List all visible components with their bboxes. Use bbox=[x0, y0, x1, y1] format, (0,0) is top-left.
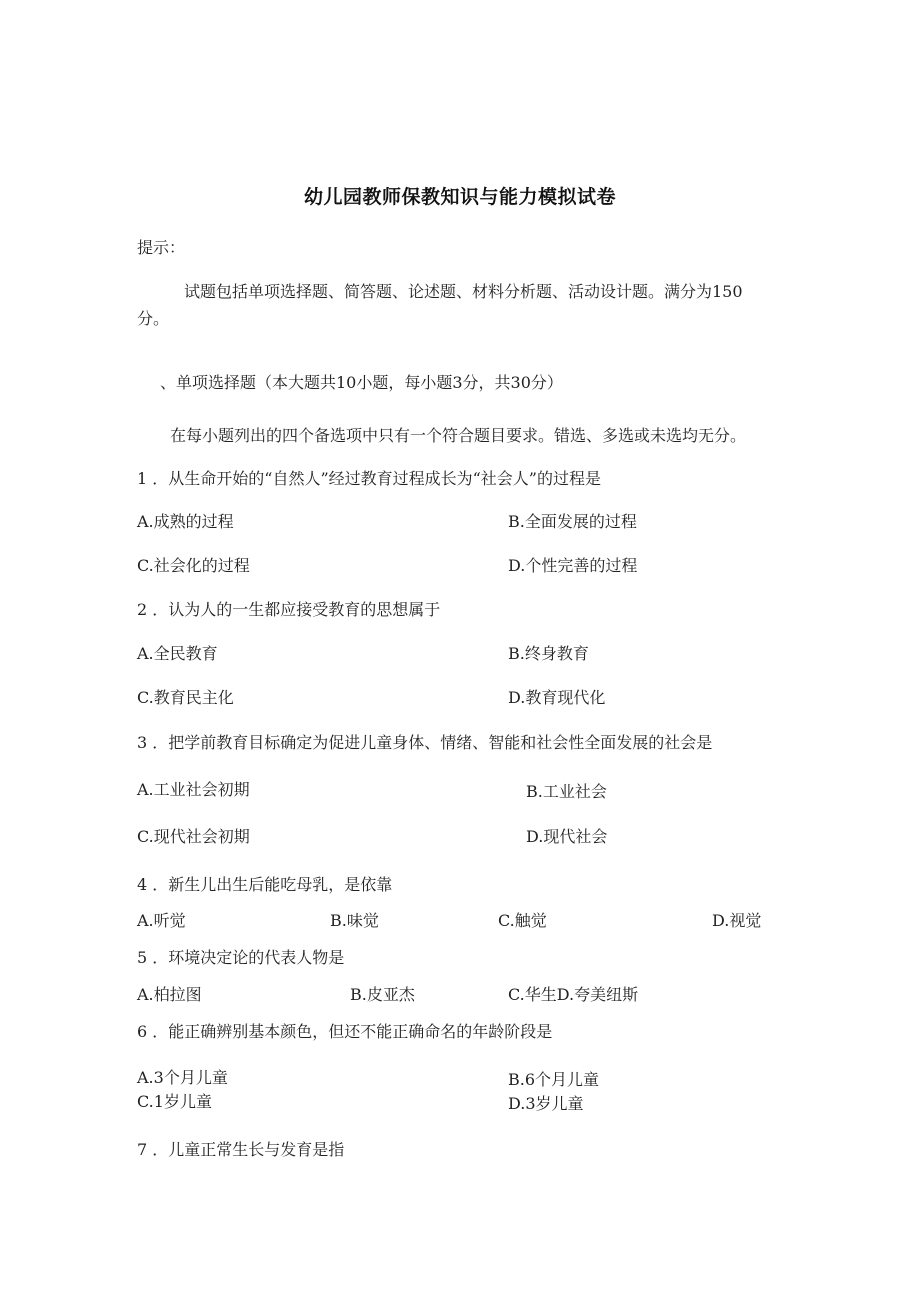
question-stem: 5 ．环境决定论的代表人物是 bbox=[137, 948, 345, 967]
section-instructions: 在每小题列出的四个备选项中只有一个符合题目要求。错选、多选或未选均无分。 bbox=[170, 426, 747, 445]
question-stem: 3 ．把学前教育目标确定为促进儿童身体、情绪、智能和社会性全面发展的社会是 bbox=[137, 733, 713, 752]
answer-option: D.现代社会 bbox=[526, 827, 608, 846]
intro-text-continued: 分。 bbox=[137, 309, 170, 328]
answer-option: B.皮亚杰 bbox=[350, 985, 415, 1004]
answer-option: C.社会化的过程 bbox=[137, 556, 250, 575]
question-stem: 7 ．儿童正常生长与发育是指 bbox=[137, 1140, 345, 1159]
page-title: 幼儿园教师保教知识与能力模拟试卷 bbox=[303, 186, 616, 208]
answer-option: D.个性完善的过程 bbox=[508, 556, 638, 575]
answer-option: A.柏拉图 bbox=[137, 985, 202, 1004]
answer-option: A.工业社会初期 bbox=[137, 780, 250, 799]
answer-option: A.成熟的过程 bbox=[137, 512, 234, 531]
answer-option: C.现代社会初期 bbox=[137, 827, 250, 846]
answer-option: D.教育现代化 bbox=[508, 688, 606, 707]
question-stem: 6 ．能正确辨别基本颜色，但还不能正确命名的年龄阶段是 bbox=[137, 1022, 553, 1041]
answer-option: B.全面发展的过程 bbox=[508, 512, 637, 531]
answer-option: B.终身教育 bbox=[508, 644, 589, 663]
answer-option: A.听觉 bbox=[137, 911, 186, 930]
question-stem: 1 ．从生命开始的“自然人”经过教育过程成长为“社会人”的过程是 bbox=[137, 469, 601, 488]
answer-option: B.工业社会 bbox=[526, 782, 607, 801]
answer-option: D.3岁儿童 bbox=[508, 1094, 584, 1113]
answer-option: C.教育民主化 bbox=[137, 688, 234, 707]
answer-option: C.华生D.夸美纽斯 bbox=[508, 985, 639, 1004]
question-stem: 4 ．新生儿出生后能吃母乳，是依靠 bbox=[137, 875, 393, 894]
answer-option: C.1岁儿童 bbox=[137, 1092, 212, 1111]
answer-option: D.视觉 bbox=[712, 911, 762, 930]
section-heading: 、单项选择题（本大题共10小题，每小题3分，共30分） bbox=[160, 373, 563, 392]
hint-label: 提示： bbox=[137, 238, 186, 257]
question-stem: 2 ．认为人的一生都应接受教育的思想属于 bbox=[137, 600, 441, 619]
answer-option: A.3个月儿童 bbox=[137, 1068, 228, 1087]
answer-option: B.6个月儿童 bbox=[508, 1070, 600, 1089]
answer-option: A.全民教育 bbox=[137, 644, 218, 663]
answer-option: C.触觉 bbox=[498, 911, 547, 930]
intro-text: 试题包括单项选择题、简答题、论述题、材料分析题、活动设计题。满分为150 bbox=[184, 282, 743, 301]
answer-option: B.味觉 bbox=[330, 911, 379, 930]
